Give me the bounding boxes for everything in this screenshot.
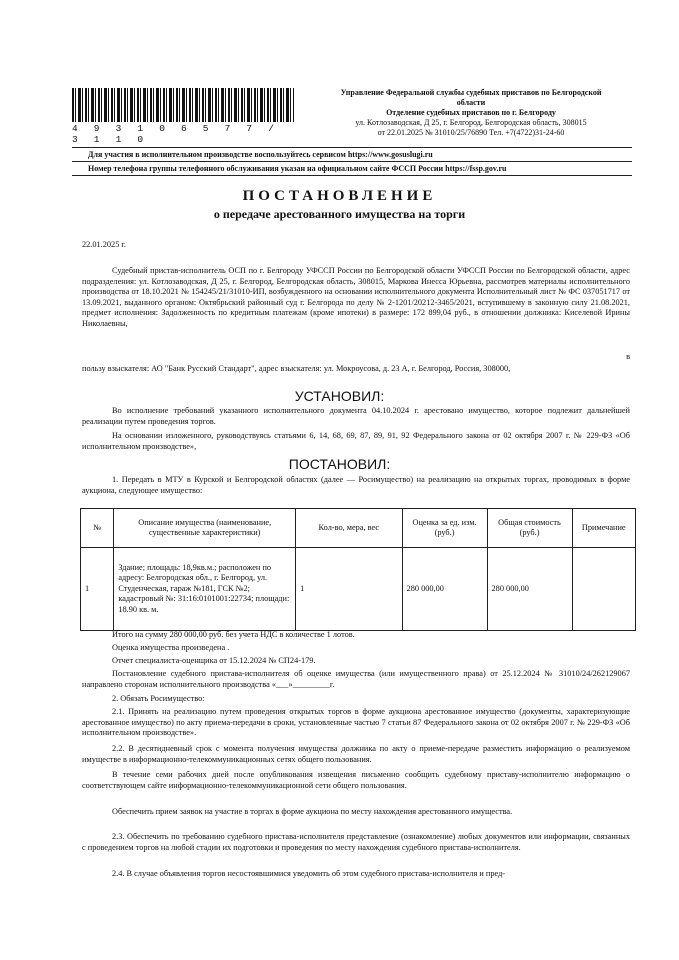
divider <box>72 147 632 148</box>
established-paragraph-2: На основании изложенного, руководствуясь статьями 6, 14, 68, 69, 87, 89, 91, 92 Федерального закона от 02 октября 2007 г. № 229-ФЗ «Об исполнительном производстве», <box>82 431 630 451</box>
oblige-heading: 2. Обязать Росимущество: <box>112 694 205 703</box>
cell-quantity: 1 <box>296 548 402 631</box>
cell-note <box>572 548 636 631</box>
intro-end: в <box>626 352 630 361</box>
header-line2: области <box>456 98 486 107</box>
gosuslugi-notice: Для участия в исполнительном производстве воспользуйтесь сервисом https://www.gosuslugi.ru <box>88 150 433 159</box>
clause-2-1: 2.1. Принять на реализацию путем проведения открытых торгов в форме аукциона арестованное имущество (документы, характеризующие арестованное имущество) по акту приема-передачи в сроки, установленные частью 7 статьи 87 Федерального закона от 02 октября 2007 г. № 229-ФЗ «Об исполнительном производстве». <box>82 707 630 738</box>
table-row <box>81 548 636 631</box>
issuer-header <box>306 88 636 138</box>
established-paragraph-1: Во исполнение требований указанного исполнительного документа 04.10.2024 г. арестовано имущество, которое подлежит дальнейшей реализации путем проведения торгов. <box>82 406 630 426</box>
doc-date: 22.01.2025 г. <box>82 240 126 249</box>
section-postanovil: ПОСТАНОВИЛ: <box>288 456 391 472</box>
section-ustanovil: УСТАНОВИЛ: <box>294 388 385 404</box>
cell-total: 280 000,00 <box>487 548 572 631</box>
header-line1: Управление Федеральной службы судебных приставов по Белгородской <box>340 88 602 97</box>
phone-notice: Номер телефона группы телефонного обслуживания указан на официальном сайте ФССП России https://fssp.gov.ru <box>88 164 507 173</box>
col-number: № <box>81 509 114 548</box>
col-description: Описание имущества (наименование, существенные характеристики) <box>114 509 296 548</box>
property-table <box>80 508 636 631</box>
divider <box>72 161 632 162</box>
col-unit-price: Оценка за ед. изм. (руб.) <box>402 509 487 548</box>
intro-paragraph: Судебный пристав-исполнитель ОСП по г. Белгороду УФССП России по Белгородской области УФССП России по Белгородской области, адрес подразделения: ул. Котлозаводская, Д 25, г. Белгород, Белгородская область, 308015, Маркова Инесса Юрьевна, рассмотрев материалы исполнительного производства от 18.10.2021 № 154245/21/31010-ИП, возбужденного на основании исполнительного документа Исполнительный лист № ФС 037051717 от 13.09.2021, выданного органом: Октябрьский районный суд г. Белгорода по делу № 2-1201/20212-3465/2021, вступившему в законную силу 21.08.2021, предмет исполнения: Задолженность по кредитным платежам (кроме ипотеки) в размере: 172 899,04 руб., в отношении должника: Киселевой Ирины Николаевны, <box>82 266 630 328</box>
total-line: Итого на сумму 280 000,00 руб. без учета НДС в количестве 1 лотов. <box>112 630 355 639</box>
clause-2-4: 2.4. В случае объявления торгов несостоявшимися уведомить об этом судебного пристава-исполнителя и пред- <box>112 869 506 878</box>
barcode-number: 4 9 3 1 0 6 5 7 7 / 3 1 1 0 <box>72 123 280 145</box>
barcode <box>72 88 294 122</box>
clause-2-2-notify: В течение семи рабочих дней после опубликования извещения письменно сообщить судебному приставу-исполнителю информацию о соответствующем сайте информационно-телекоммуникационной сети общего пользования. <box>82 770 630 790</box>
clause-2-2-applications: Обеспечить прием заявок на участие в торгах в форме аукциона по месту нахождения арестованного имущества. <box>112 807 513 816</box>
cell-number: 1 <box>81 548 114 631</box>
col-quantity: Кол-во, мера, вес <box>296 509 402 548</box>
claimant-paragraph: пользу взыскателя: АО "Банк Русский Стандарт", адрес взыскателя: ул. Мокроусова, д. 23 А, г. Белгород, Россия, 308000, <box>82 364 511 373</box>
report-line: Отчет специалиста-оценщика от 15.12.2024 № СП24-179. <box>112 656 316 665</box>
clause-2-3: 2.3. Обеспечить по требованию судебного пристава-исполнителя представление (ознакомление) любых документов или информации, связанных с проведением торгов на любой стадии их подготовки и проведения по месту нахождения судебного пристава-исполнителя. <box>82 832 630 852</box>
divider <box>72 175 632 176</box>
evaluation-decree: Постановление судебного пристава-исполнителя об оценке имущества (или имущественного права) от 25.12.2024 № 31010/24/262129067 направлено сторонам исполнительного производства «___»_________г. <box>82 669 630 689</box>
decision-item-1: 1. Передать в МТУ в Курской и Белгородской областях (далее — Росимущество) на реализацию на открытых торгах, проводимых в форме аукциона, следующее имущество: <box>82 475 630 495</box>
evaluation-line: Оценка имущества произведена . <box>112 643 230 652</box>
doc-title: ПОСТАНОВЛЕНИЕ <box>242 188 437 204</box>
doc-subtitle: о передаче арестованного имущества на торги <box>213 207 466 221</box>
col-note: Примечание <box>572 509 636 548</box>
cell-unit-price: 280 000,00 <box>402 548 487 631</box>
header-line3: Отделение судебных приставов по г. Белгороду <box>386 108 556 117</box>
table-header-row <box>81 509 636 548</box>
header-line4: ул. Котлозаводская, Д 25, г. Белгород, Белгородская область, 308015 <box>355 118 587 127</box>
cell-description: Здание; площадь: 18,9кв.м.; расположен по адресу: Белгородская обл., г. Белгород, ул. Студенческая, гараж №181, ГСК №2; кадастровый №: 31:16:0101001:22734; площади: 18.90 кв. м. <box>114 548 296 631</box>
col-total: Общая стоимость (руб.) <box>487 509 572 548</box>
header-line5: от 22.01.2025 № 31010/25/76890 Тел. +7(4722)31-24-60 <box>377 128 565 137</box>
clause-2-2: 2.2. В десятидневный срок с момента получения имущества должника по акту о приеме-передаче разместить информацию о реализуемом имуществе в информационно-телекоммуникационных сетях общего пользования. <box>82 744 630 764</box>
